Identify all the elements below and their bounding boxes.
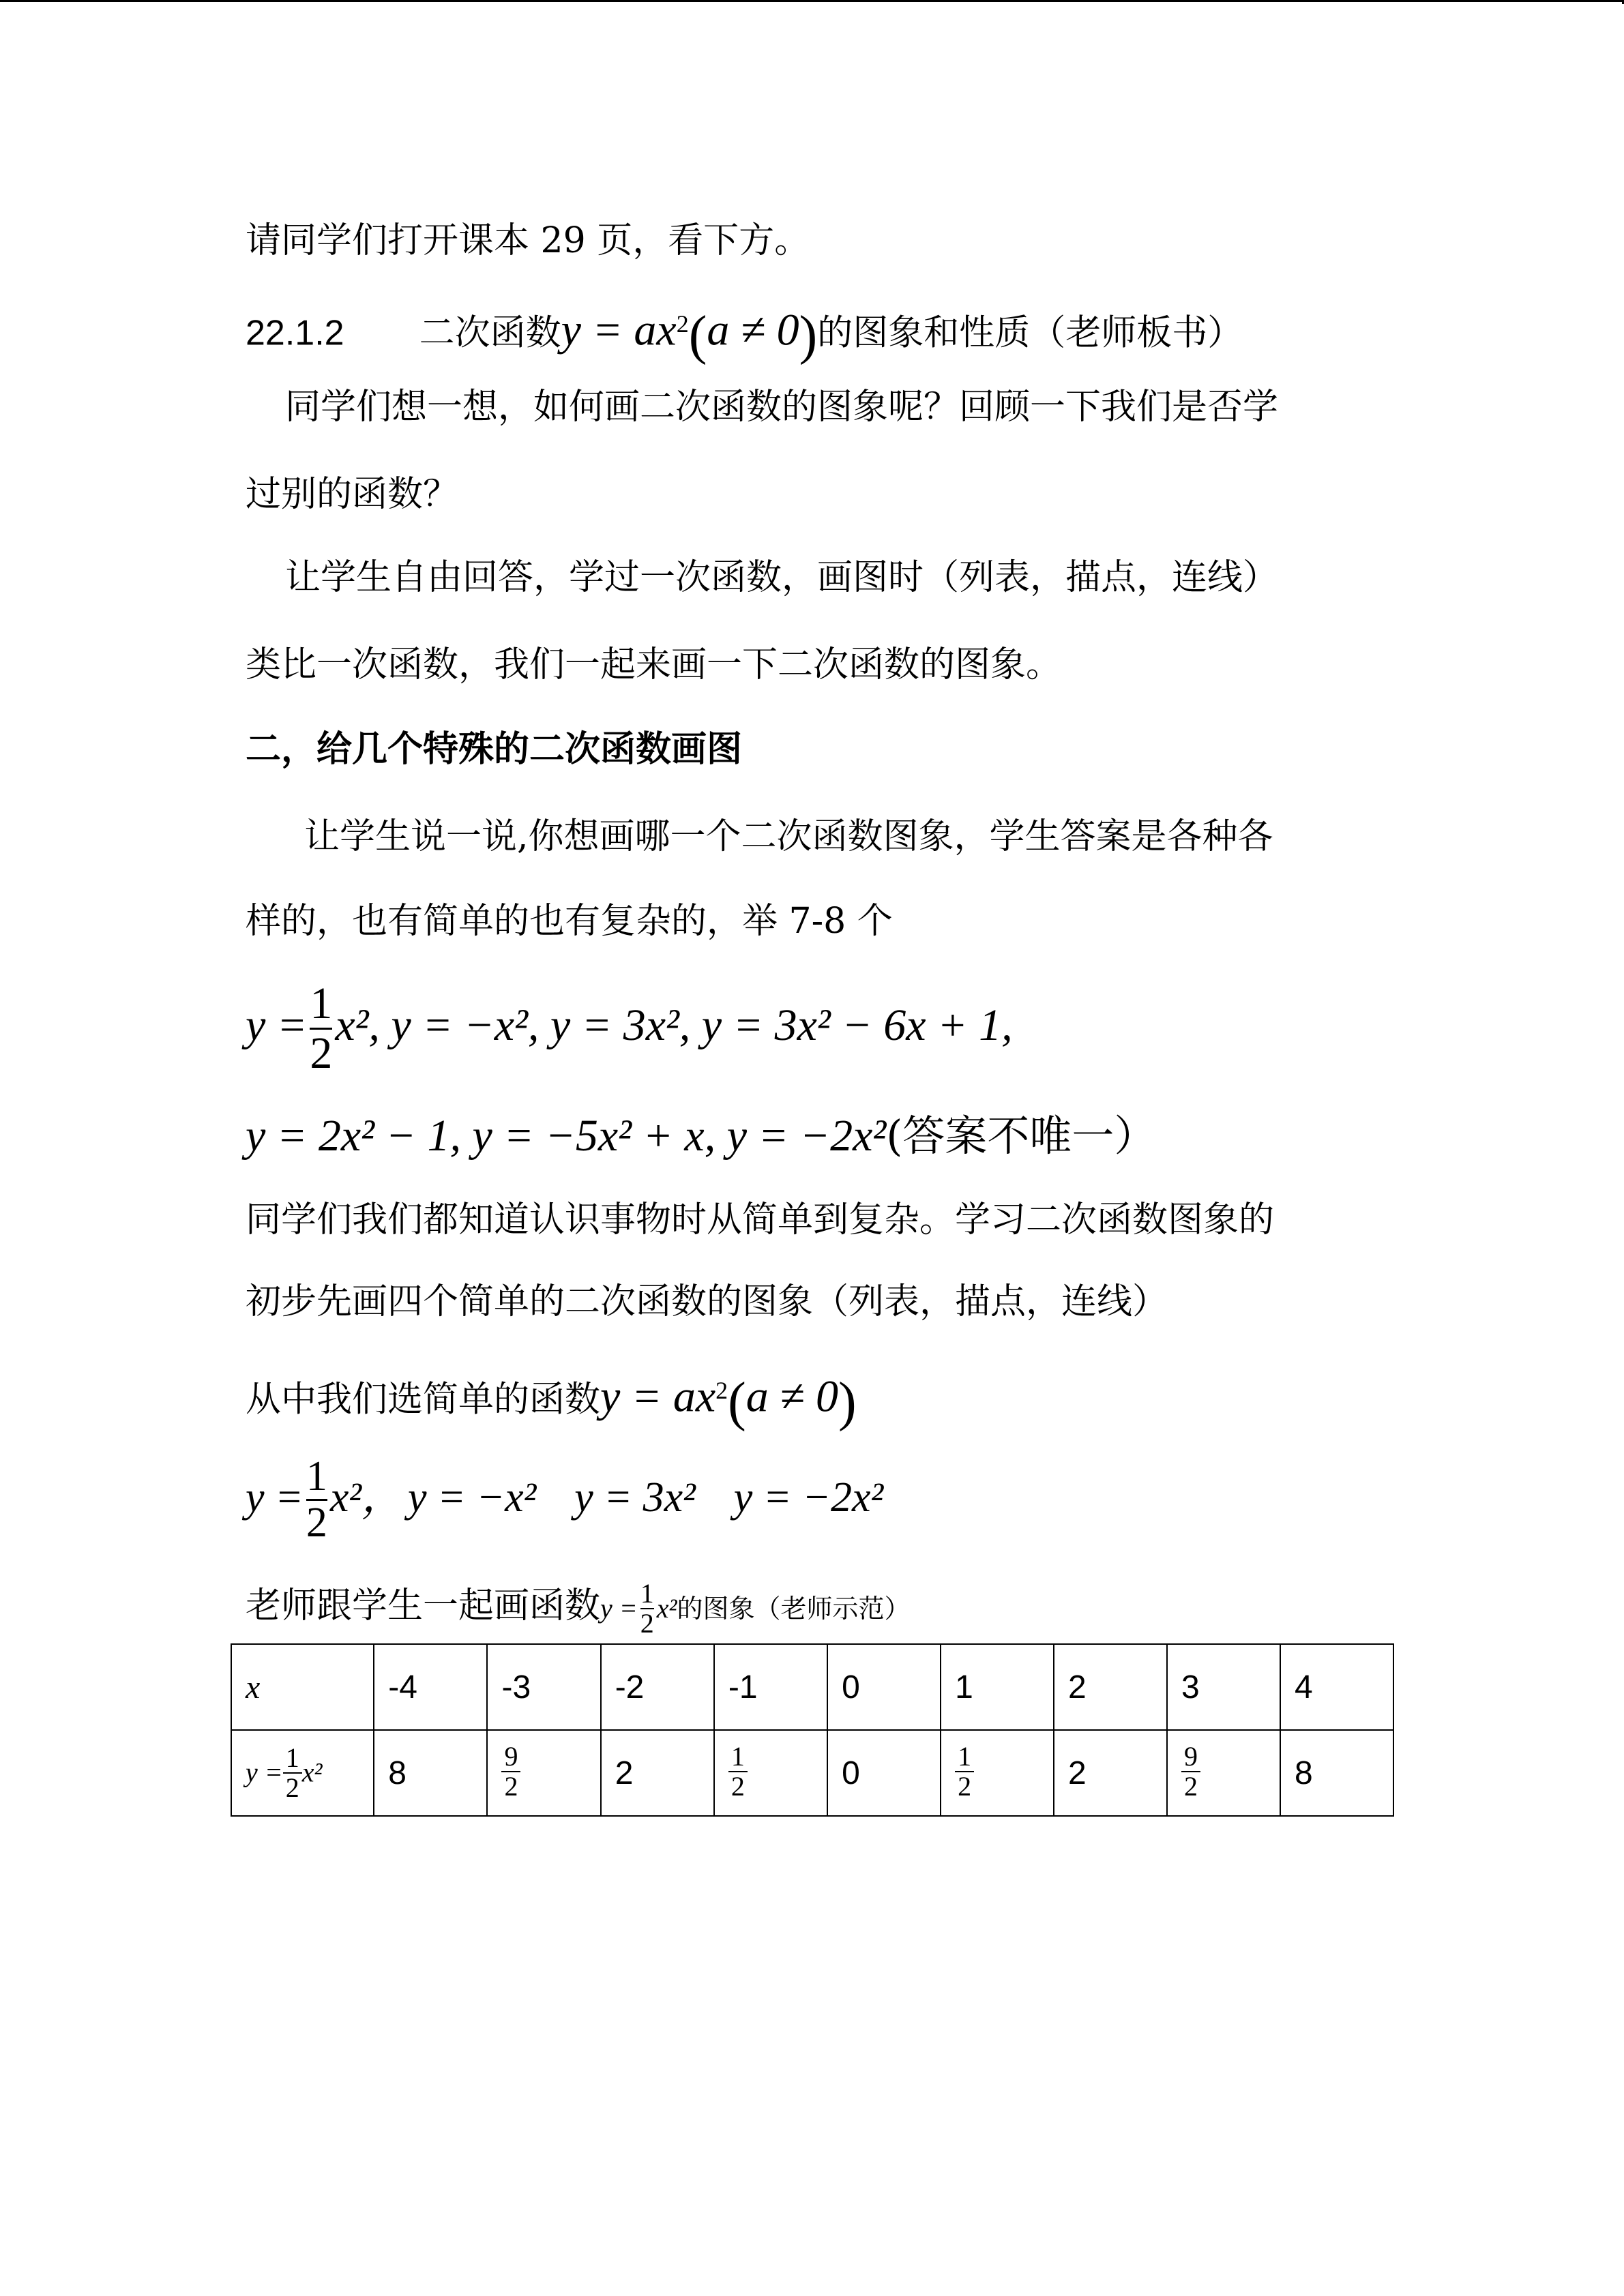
- formula-examples-line2: y = 2x² − 1, y = −5x² + x, y = −2x²(答案不唯一）: [246, 1111, 1157, 1161]
- paragraph-simple-to-complex-line1: 同学们我们都知道认识事物时从简单到复杂。学习二次函数图象的: [246, 1199, 1275, 1240]
- table-cell: -4: [374, 1644, 487, 1730]
- table-cell-fraction: $\frac{1}{2}$: [714, 1730, 827, 1816]
- table-cell: -1: [714, 1644, 827, 1730]
- section-formula-condition: a ≠ 0: [707, 305, 799, 355]
- section-title-before: 二次函数: [419, 312, 561, 354]
- fraction-one-half: $\frac{1}{2}$: [310, 979, 333, 1078]
- table-cell-fraction: $\frac{9}{2}$: [487, 1730, 600, 1816]
- paragraph-teacher-demo: 老师跟学生一起画函数y = $\frac{1}{2}$ x²的图象（老师示范）: [246, 1577, 911, 1639]
- formula-four-functions: y = $\frac{1}{2}$ x²，y = −x² y = 3x² y = −2x²: [246, 1453, 884, 1547]
- table-cell: -3: [487, 1644, 600, 1730]
- fraction-one-half: $\frac{1}{2}$: [306, 1453, 327, 1547]
- paragraph-think-line1: 同学们想一想，如何画二次函数的图象呢？回顾一下我们是否学: [285, 387, 1279, 428]
- table-cell: 0: [827, 1730, 941, 1816]
- table-label-y: y = $\frac{1}{2}$ x²: [231, 1730, 374, 1816]
- section-title-after: 的图象和性质（老师板书）: [817, 312, 1243, 354]
- table-cell-fraction: $\frac{1}{2}$: [941, 1730, 1054, 1816]
- paragraph-answer-line1: 让学生自由回答，学过一次函数，画图时（列表，描点，连线）: [285, 557, 1279, 598]
- table-cell: -2: [601, 1644, 714, 1730]
- table-cell: 2: [1054, 1730, 1167, 1816]
- table-cell: 0: [827, 1644, 941, 1730]
- table-cell: 2: [601, 1730, 714, 1816]
- table-row-x: [231, 1644, 1393, 1730]
- fraction-one-half: $\frac{1}{2}$: [640, 1577, 654, 1639]
- table-cell: 1: [941, 1644, 1054, 1730]
- page-top-border: [0, 0, 1624, 2]
- table-row-y: [231, 1730, 1393, 1816]
- formula-examples-line1: y = $\frac{1}{2}$ x², y = −x², y = 3x², y = 3x² − 6x + 1,: [246, 979, 1013, 1078]
- table-cell: 2: [1054, 1644, 1167, 1730]
- table-cell: 8: [374, 1730, 487, 1816]
- value-table: [231, 1643, 1394, 1817]
- answer-not-unique-note: (答案不唯一）: [886, 1111, 1157, 1161]
- section-number: 22.1.2: [246, 313, 344, 353]
- table-cell: 3: [1167, 1644, 1280, 1730]
- paragraph-simple-to-complex-line2: 初步先画四个简单的二次函数的图象（列表，描点，连线）: [246, 1281, 1168, 1322]
- table-cell: 8: [1280, 1730, 1393, 1816]
- table-label-x: x: [231, 1644, 374, 1730]
- heading-special-functions: 二，给几个特殊的二次函数画图: [246, 729, 743, 770]
- paragraph-students-line2: 样的，也有简单的也有复杂的，举 7-8 个: [246, 901, 893, 942]
- choose-formula: y = ax: [600, 1371, 716, 1422]
- paragraph-choose-simple: 从中我们选简单的函数$y = ax^2(a \ne 0)$: [246, 1371, 857, 1432]
- table-cell: 4: [1280, 1644, 1393, 1730]
- paragraph-think-line2: 过别的函数？: [246, 474, 459, 515]
- section-heading: 22.1.2 二次函数$y = ax^2(a \ne 0)$的图象和性质（老师板书）: [246, 305, 1243, 366]
- table-cell-fraction: $\frac{9}{2}$: [1167, 1730, 1280, 1816]
- paragraph-answer-line2: 类比一次函数，我们一起来画一下二次函数的图象。: [246, 644, 1062, 685]
- section-formula: y = ax: [561, 305, 677, 355]
- paragraph-open-textbook: 请同学们打开课本 29 页，看下方。: [246, 220, 810, 261]
- paragraph-students-line1: 让学生说一说,你想画哪一个二次函数图象，学生答案是各种各: [304, 816, 1273, 857]
